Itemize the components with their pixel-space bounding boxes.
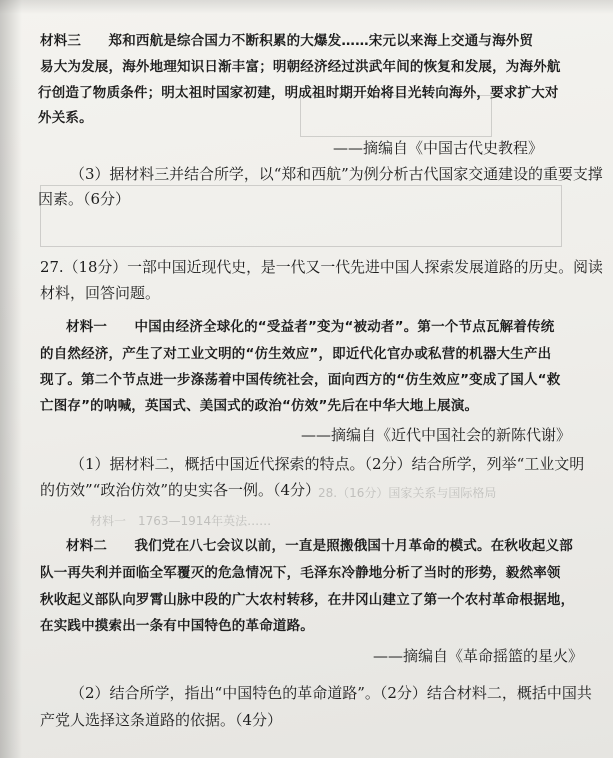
page-top-shadow <box>0 0 613 14</box>
material-three-source: ——摘编自《中国古代史教程》 <box>332 139 543 157</box>
question-1-line-1: （1）据材料二，概括中国近代探索的特点。（2分）结合所学，列举“工业文明 <box>70 455 585 473</box>
material-two-line-1: 材料二 我们党在八七会议以前，一直是照搬俄国十月革命的模式。在秋收起义部 <box>66 538 573 554</box>
question-1-line-2: 的仿效”“政治仿效”的史实各一例。（4分） <box>40 481 321 499</box>
material-two-source: ——摘编自《革命摇篮的星火》 <box>372 647 583 665</box>
material-three-line-4: 外关系。 <box>38 110 93 126</box>
question-2-line-2: 产党人选择这条道路的依据。（4分） <box>40 711 283 729</box>
page-edge-shadow <box>0 0 22 758</box>
material-two-line-3: 秋收起义部队向罗霄山脉中段的广大农村转移，在井冈山建立了第一个农村革命根据地， <box>40 592 575 608</box>
material-three-line-3: 行创造了物质条件；明太祖时国家初建，明成祖时期开始将目光转向海外，要求扩大对 <box>38 85 559 101</box>
material-one-line-3: 现了。第二个节点进一步涤荡着中国传统社会，面向西方的“仿生效应”变成了国人“救 <box>40 372 561 388</box>
question-2-line-1: （2）结合所学，指出“中国特色的革命道路”。（2分）结合材料二，概括中国共 <box>70 684 592 702</box>
material-one-source: ——摘编自《近代中国社会的新陈代谢》 <box>300 426 571 444</box>
material-two-line-2: 队一再失利并面临全军覆灭的危急情况下，毛泽东冷静地分析了当时的形势，毅然率领 <box>40 565 561 581</box>
question-3-line-1: （3）据材料三并结合所学，以“郑和西航”为例分析古代国家交通建设的重要支撑 <box>70 165 603 183</box>
bleed-through-text: 材料一 1763—1914年英法…… <box>90 514 272 528</box>
material-one-line-2: 的自然经济，产生了对工业文明的“仿生效应”，即近代化官办或私营的机器大生产出 <box>40 346 552 362</box>
question-27-line-2: 材料，回答问题。 <box>40 284 161 302</box>
material-one-line-4: 亡图存”的呐喊，英国式、美国式的政治“仿效”先后在中华大地上展演。 <box>40 398 479 414</box>
material-two-line-4: 在实践中摸索出一条有中国特色的革命道路。 <box>40 618 314 634</box>
material-three-line-1: 材料三 郑和西航是综合国力不断积累的大爆发……宋元以来海上交通与海外贸 <box>40 33 534 49</box>
bleed-through-text: 28.（16分）国家关系与国际格局 <box>318 486 497 500</box>
question-3-line-2: 因素。（6分） <box>38 190 131 208</box>
material-three-line-2: 易大为发展，海外地理知识日渐丰富；明朝经济经过洪武年间的恢复和发展，为海外航 <box>40 59 561 75</box>
question-27-line-1: 27.（18分）一部中国近现代史，是一代又一代先进中国人探索发展道路的历史。阅读 <box>40 258 603 276</box>
material-one-line-1: 材料一 中国由经济全球化的“受益者”变为“被动者”。第一个节点瓦解着传统 <box>66 319 555 335</box>
